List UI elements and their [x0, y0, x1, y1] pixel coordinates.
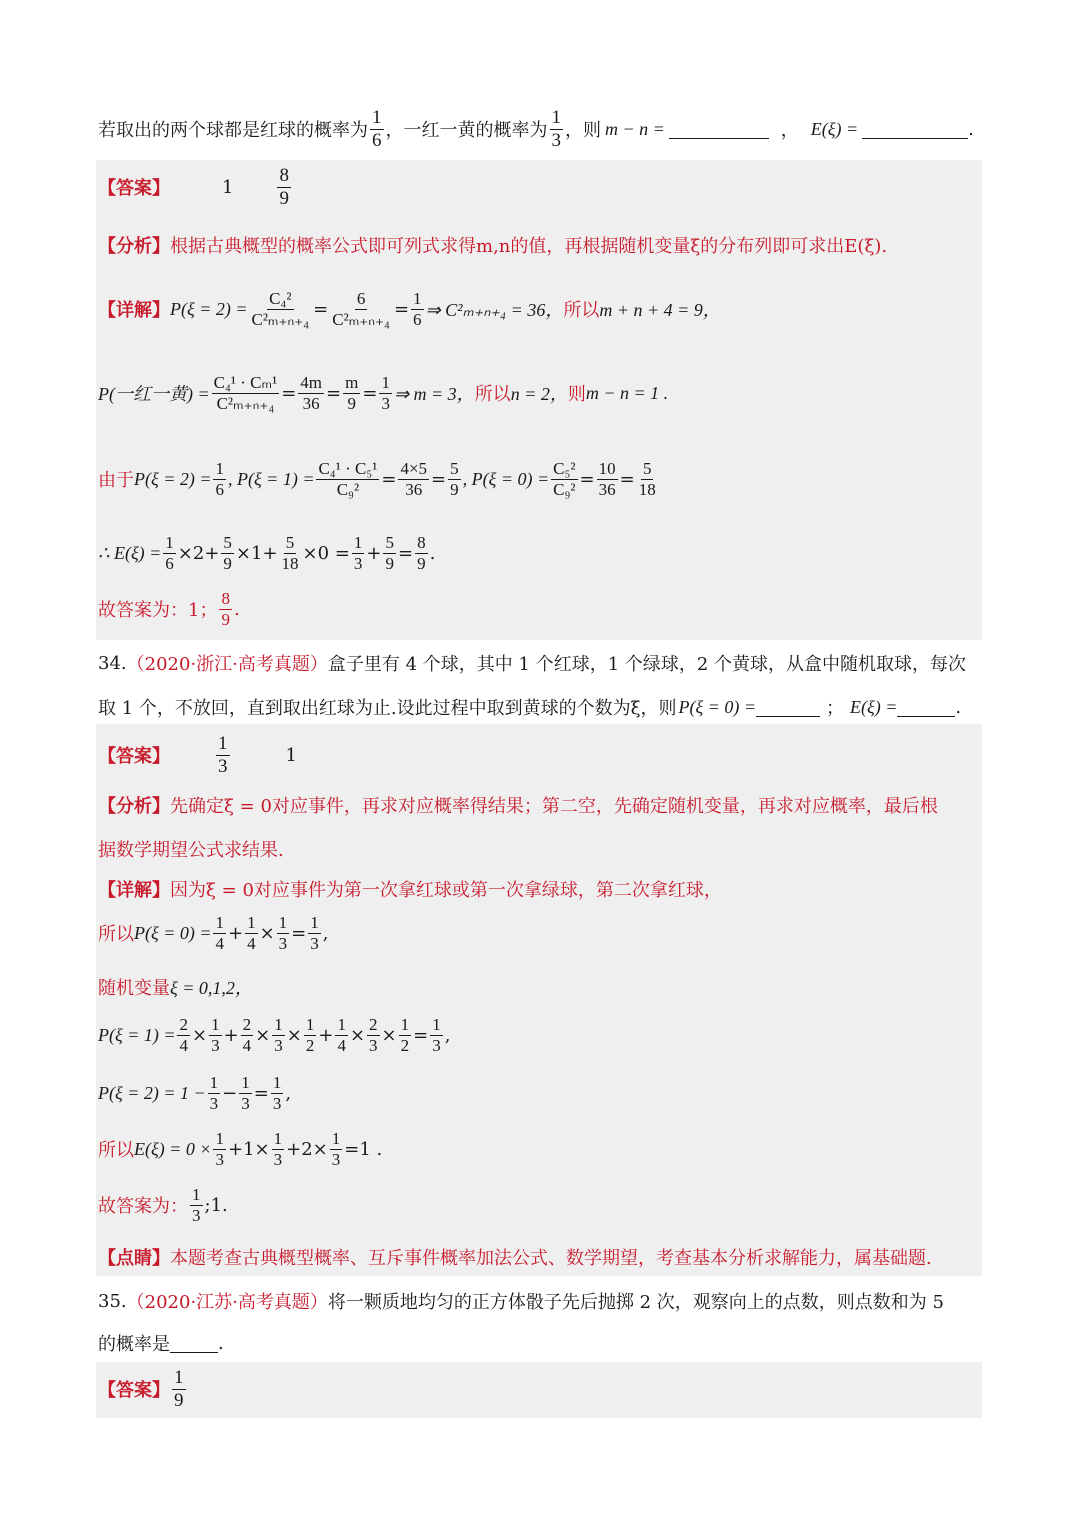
- question-text: 的概率是: [98, 1334, 170, 1355]
- q34-detail-line-1: [98, 876, 982, 902]
- period: .: [955, 696, 962, 718]
- q34-answer: [98, 734, 982, 777]
- answer-blank[interactable]: [897, 698, 955, 717]
- formula: ⇒ C²ₘ₊ₙ₊₄ = 36，: [425, 300, 564, 321]
- separator: ；: [826, 698, 845, 719]
- question-source: （2020·江苏·高考真题）: [126, 1292, 328, 1313]
- formula: , P(ξ = 0) =: [462, 468, 550, 489]
- formula: P(ξ = 0) =: [678, 696, 757, 717]
- fraction: $\frac{4m}{36}$: [300, 373, 323, 413]
- fraction: $\frac{1}{3}$: [241, 1073, 250, 1113]
- q34-question-line-1: [98, 650, 982, 676]
- question-source: （2020·浙江·高考真题）: [126, 654, 328, 675]
- fraction: $\frac{10}{36}$: [598, 459, 616, 499]
- formula: P(ξ = 2) =: [134, 468, 212, 489]
- fraction: $\frac{1}{3}$: [211, 1015, 220, 1055]
- q34-comment: [98, 1244, 982, 1270]
- fraction: $\frac{8}{9}$: [221, 589, 230, 629]
- fraction: $\frac{5}{9}$: [450, 459, 459, 499]
- formula: ⇒ m = 3，: [393, 384, 475, 405]
- q34-analysis-line-1: [98, 792, 982, 818]
- formula: E(ξ) =: [850, 696, 898, 717]
- fraction: $\frac{5}{18}$: [281, 533, 299, 573]
- text: 随机变量: [98, 978, 170, 999]
- fraction: $\frac{1}{6}$: [165, 533, 174, 573]
- formula: ;1.: [204, 1194, 228, 1216]
- formula: P(ξ = 2) =: [170, 298, 248, 319]
- fraction: $\frac{1}{3}$: [381, 373, 390, 413]
- q33-detail-line-5: [98, 590, 982, 629]
- comment-text: 本题考查古典概型概率、互斥事件概率加法公式、数学期望，考查基本分析求解能力，属基础题.: [170, 1248, 932, 1269]
- fraction: $\frac{5}{18}$: [638, 459, 656, 499]
- formula: P(一红一黄) =: [98, 384, 210, 405]
- q34-detail-line-3: [98, 974, 982, 1000]
- q33-analysis: [98, 232, 982, 258]
- period: .: [218, 1332, 224, 1354]
- question-text: 将一颗质地均匀的正方体骰子先后抛掷 2 次，观察向上的点数，则点数和为 5: [327, 1292, 944, 1313]
- formula: m + n + 4 = 9，: [599, 300, 721, 321]
- text: 所以: [98, 924, 134, 946]
- period: .: [429, 542, 436, 564]
- fraction: $\frac{1}{4}$: [337, 1015, 346, 1055]
- fraction: $\frac{1}{3}$: [274, 1015, 283, 1055]
- answer-value: $\frac{1}{9}$: [174, 1367, 184, 1411]
- q33-text-mid: ，一红一黄的概率为: [385, 120, 548, 142]
- answer-value-1: 1: [222, 176, 234, 198]
- q34-detail-line-6: 所以 E(ξ) = 0 × $\frac{1}{3}$ +1× $\frac{1}{3}$ +2× $\frac{1}{3}$ =1 .: [98, 1129, 383, 1169]
- formula: P(ξ = 0) =: [134, 922, 212, 943]
- detail-tag: 【详解】: [98, 300, 170, 322]
- fraction: $\frac{1}{3}$: [353, 533, 363, 573]
- question-number: 34.: [98, 652, 127, 674]
- answer-tag: 【答案】: [98, 746, 170, 768]
- formula: P(ξ = 1) =: [98, 1024, 176, 1045]
- fraction: $\frac{1}{3}$: [272, 1073, 282, 1113]
- q33-question-tail: [98, 108, 982, 151]
- text: 故答案为：: [98, 1196, 188, 1218]
- q34-question-line-2: [98, 694, 982, 720]
- q33-detail-line-1: 【详解】 P(ξ = 2) = $\frac{\text{C₄²}}{\text{C²ₘ₊ₙ₊₄}}$ = $\frac{6}{\text{C²ₘ₊ₙ₊₄}}$ = $\frac{1}{6}$ ⇒ C²ₘ₊ₙ₊₄ = 36， 所以 m + n + 4 = 9，: [98, 289, 721, 329]
- q33-expr2: E(ξ) =: [810, 118, 859, 139]
- q34-detail-line-7: [98, 1186, 982, 1225]
- fraction: $\frac{1}{2}$: [305, 1015, 315, 1055]
- fraction: $\frac{5}{9}$: [223, 533, 232, 573]
- text: 由于: [98, 470, 134, 492]
- question-text: 盒子里有 4 个球，其中 1 个红球，1 个绿球，2 个黄球，从盒中随机取球，每次: [327, 654, 967, 675]
- fraction: $\frac{\text{C₅²}}{\text{C₉²}}$: [553, 459, 576, 499]
- fraction: $\frac{1}{3}$: [331, 1129, 341, 1169]
- comma: ，: [780, 120, 799, 142]
- analysis-text: 据数学期望公式求结果.: [98, 840, 284, 861]
- q33-detail-line-4: ∴ E(ξ) = $\frac{1}{6}$ ×2+ $\frac{5}{9}$ ×1+ $\frac{5}{18}$ ×0 = $\frac{1}{3}$ + $\frac{5}{9}$ = $\frac{8}{9}$ .: [98, 533, 436, 573]
- fraction: $\frac{1}{4}$: [215, 913, 224, 953]
- fraction: $\frac{1}{3}$: [310, 913, 319, 953]
- formula: , P(ξ = 1) =: [227, 468, 315, 489]
- answer-blank[interactable]: [862, 120, 968, 139]
- q35-question-line-1: [98, 1288, 982, 1314]
- comment-tag: 【点睛】: [98, 1248, 170, 1269]
- answer-value-2: 1: [285, 744, 297, 766]
- q33-detail-line-2: P(一红一黄) = $\frac{\text{C₄¹ · Cₘ¹}}{\text{C²ₘ₊ₙ₊₄}}$ = $\frac{4m}{36}$ = $\frac{m}{9}$ = $\frac{1}{3}$ ⇒ m = 3， 所以 n = 2， 则 m − n = 1 .: [98, 373, 669, 413]
- formula: m − n = 1 .: [585, 382, 669, 403]
- fraction: $\frac{5}{9}$: [385, 533, 394, 573]
- detail-text: 因为ξ = 0对应事件为第一次拿红球或第一次拿绿球，第二次拿红球，: [170, 880, 722, 901]
- q34-detail-line-4: P(ξ = 1) = $\frac{2}{4}$ × $\frac{1}{3}$ + $\frac{2}{4}$ × $\frac{1}{3}$ × $\frac{1}{2}$ + $\frac{1}{4}$ × $\frac{2}{3}$ × $\frac{1}{2}$ = $\frac{1}{3}$ ,: [98, 1015, 451, 1055]
- fraction: $\frac{\text{C₄¹ · C₅¹}}{\text{C₉²}}$: [318, 459, 378, 499]
- text: 所以: [563, 300, 600, 322]
- fraction: $\frac{2}{3}$: [369, 1015, 378, 1055]
- formula: P(ξ = 2) = 1 −: [98, 1082, 206, 1103]
- fraction: $\frac{\text{C₄²}}{\text{C²ₘ₊ₙ₊₄}}$: [251, 289, 310, 329]
- fraction: $\frac{8}{9}$: [417, 533, 426, 573]
- fraction: $\frac{2}{4}$: [179, 1015, 188, 1055]
- q33-expr1: m − n =: [605, 118, 665, 139]
- question-text: 取 1 个，不放回，直到取出红球为止.设此过程中取到黄球的个数为ξ，则: [98, 698, 677, 719]
- fraction: $\frac{1}{2}$: [400, 1015, 410, 1055]
- q35-answer: [98, 1368, 982, 1411]
- fraction: $\frac{6}{\text{C²ₘ₊ₙ₊₄}}$: [332, 289, 390, 329]
- analysis-text: 先确定ξ = 0对应事件，再求对应概率得结果；第二空，先确定随机变量，再求对应概率，最后根: [170, 796, 938, 817]
- answer-value-1: $\frac{1}{3}$: [218, 733, 228, 777]
- q33-text-prefix: 若取出的两个球都是红球的概率为: [98, 120, 368, 142]
- fraction: $\frac{1}{3}$: [209, 1073, 219, 1113]
- fraction: $\frac{\text{C₄¹ · Cₘ¹}}{\text{C²ₘ₊ₙ₊₄}}$: [213, 373, 278, 413]
- fraction: $\frac{1}{6}$: [372, 107, 382, 151]
- q34-detail-line-2: 所以 P(ξ = 0) = $\frac{1}{4}$ + $\frac{1}{4}$ × $\frac{1}{3}$ = $\frac{1}{3}$ ,: [98, 913, 329, 953]
- text: 所以: [98, 1140, 134, 1162]
- formula: ξ = 0,1,2，: [170, 978, 253, 998]
- answer-tag: 【答案】: [98, 178, 170, 200]
- question-number: 35.: [98, 1290, 127, 1312]
- formula: E(ξ) = 0 ×: [134, 1138, 212, 1159]
- fraction: $\frac{1}{3}$: [551, 107, 561, 151]
- answer-blank[interactable]: [170, 1334, 218, 1353]
- formula: ∴ E(ξ) =: [98, 542, 162, 563]
- q33-detail-line-3: 由于 P(ξ = 2) = $\frac{1}{6}$ , P(ξ = 1) = $\frac{\text{C₄¹ · C₅¹}}{\text{C₉²}}$ = $\frac{4\times 5}{36}$ = $\frac{5}{9}$ , P(ξ = 0) = $\frac{\text{C₅²}}{\text{C₉²}}$ = $\frac{10}{36}$ = $\frac{5}{18}$: [98, 459, 656, 499]
- fraction: $\frac{m}{9}$: [345, 373, 359, 413]
- q34-detail-line-5: P(ξ = 2) = 1 − $\frac{1}{3}$ − $\frac{1}{3}$ = $\frac{1}{3}$ ,: [98, 1073, 292, 1113]
- fraction: $\frac{1}{3}$: [432, 1015, 441, 1055]
- period: .: [233, 598, 240, 620]
- answer-value-2: $\frac{8}{9}$: [279, 165, 289, 209]
- fraction: $\frac{2}{4}$: [242, 1015, 252, 1055]
- q35-question-line-2: [98, 1330, 982, 1356]
- fraction: $\frac{1}{4}$: [247, 913, 256, 953]
- text: 所以: [474, 384, 511, 406]
- q34-analysis-line-2: [98, 836, 982, 862]
- text: 故答案为：1；: [98, 600, 218, 622]
- analysis-text: 根据古典概型的概率公式即可列式求得m,n的值，再根据随机变量ξ的分布列即可求出E(ξ).: [170, 236, 888, 257]
- text: 则: [567, 384, 586, 406]
- formula: n = 2，: [510, 384, 568, 405]
- fraction: $\frac{4\times 5}{36}$: [400, 459, 428, 499]
- analysis-tag: 【分析】: [98, 796, 170, 817]
- fraction: $\frac{1}{6}$: [215, 459, 224, 499]
- fraction: $\frac{1}{3}$: [215, 1129, 224, 1169]
- q33-answer: [98, 166, 982, 209]
- fraction: $\frac{1}{3}$: [278, 913, 288, 953]
- fraction: $\frac{1}{3}$: [192, 1185, 201, 1225]
- fraction: $\frac{1}{6}$: [413, 289, 422, 329]
- answer-blank[interactable]: [669, 120, 769, 139]
- q33-text-then: ，则: [565, 120, 601, 142]
- period: .: [968, 118, 974, 140]
- analysis-tag: 【分析】: [98, 236, 170, 257]
- answer-blank[interactable]: [756, 698, 820, 717]
- fraction: $\frac{1}{3}$: [273, 1129, 283, 1169]
- answer-tag: 【答案】: [98, 1380, 170, 1402]
- detail-tag: 【详解】: [98, 880, 170, 901]
